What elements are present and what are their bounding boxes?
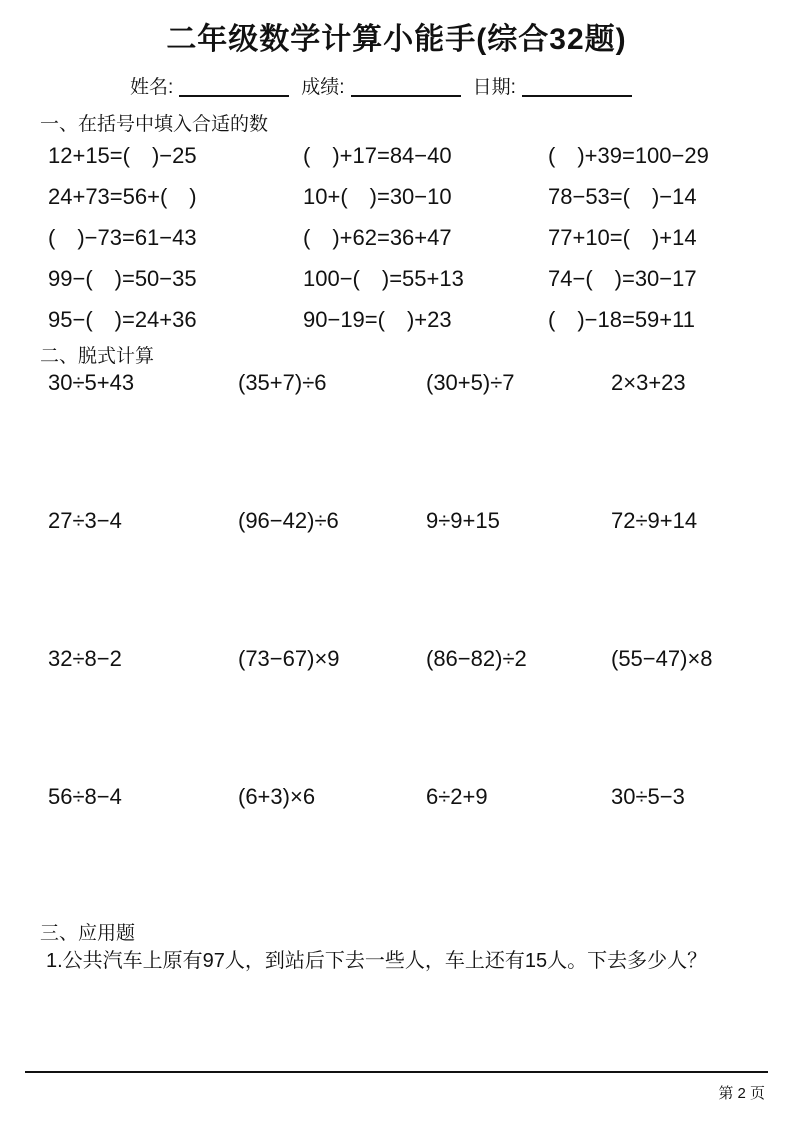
section1-equations [48,134,758,339]
expression: (6+3)×6 [238,784,316,809]
expression: (96−42)÷6 [238,508,339,533]
equation: 12+15=( )−25 [48,143,197,168]
section2-expressions [48,370,763,922]
equation: ( )−73=61−43 [48,225,197,250]
score-blank-line [351,81,461,97]
expression: (86−82)÷2 [426,646,527,671]
equation: 90−19=( )+23 [303,307,452,332]
expression: 72÷9+14 [611,508,698,533]
name-label: 姓名: [130,77,174,98]
equation: ( )+17=84−40 [303,143,452,168]
date-label: 日期: [472,77,516,98]
equation: ( )+39=100−29 [548,143,709,168]
expression: (73−67)×9 [238,646,340,671]
equation: 78−53=( )−14 [548,184,697,209]
expression: 32÷8−2 [48,646,122,671]
equation: ( )−18=59+11 [548,307,695,332]
expression: 27÷3−4 [48,508,122,533]
expression: (35+7)÷6 [238,370,327,395]
equation: 99−( )=50−35 [48,266,197,291]
expression: (55−47)×8 [611,646,713,671]
equation: 10+( )=30−10 [303,184,452,209]
student-info-row [130,72,632,100]
expression: 56÷8−4 [48,784,122,809]
page-title: 二年级数学计算小能手(综合32题) [166,23,627,56]
expression: (30+5)÷7 [426,370,515,395]
equation: 77+10=( )+14 [548,225,697,250]
word-problem-1: 1.公共汽车上原有97人，到站后下去一些人，车上还有15人。下去多少人？ [46,950,708,972]
score-label: 成绩: [301,77,345,98]
name-blank-line [179,81,289,97]
equation: ( )+62=36+47 [303,225,452,250]
equation: 74−( )=30−17 [548,266,697,291]
section1-heading: 一、在括号中填入合适的数 [40,114,269,135]
equation: 100−( )=55+13 [303,266,464,291]
expression: 6÷2+9 [426,784,488,809]
expression: 30÷5−3 [611,784,685,809]
section3-heading: 三、应用题 [40,923,136,944]
expression: 2×3+23 [611,370,686,395]
section2-heading: 二、脱式计算 [40,346,155,367]
equation: 95−( )=24+36 [48,307,197,332]
expression: 9÷9+15 [426,508,500,533]
date-blank-line [522,81,632,97]
expression: 30÷5+43 [48,370,135,395]
equation: 24+73=56+( ) [48,184,197,209]
footer-divider [25,1071,768,1073]
page-number: 第 2 页 [718,1085,765,1102]
